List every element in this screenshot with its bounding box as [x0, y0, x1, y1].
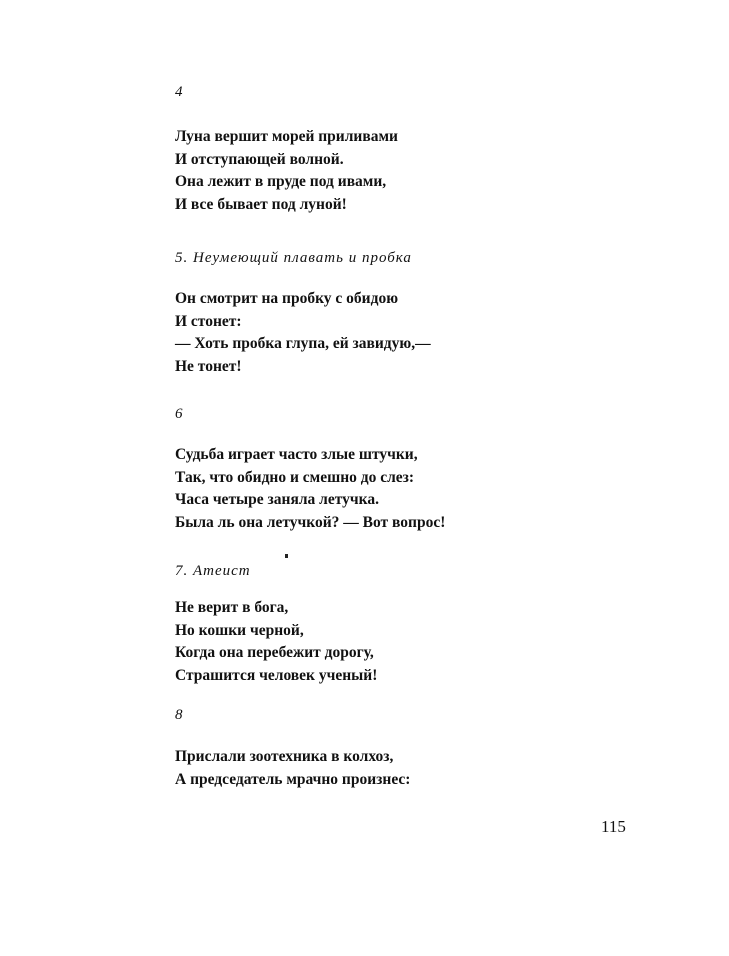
stanza-line: Не тонет!: [175, 357, 242, 375]
stanza-line: Он смотрит на пробку с обидою: [175, 290, 399, 307]
stanza-line: Не верит в бога,: [175, 599, 289, 616]
stanza-line: Луна вершит морей приливами: [175, 128, 398, 145]
stanza-5: [175, 288, 535, 378]
section-heading-7: 7. Атеист: [175, 563, 251, 579]
section-heading-6: 6: [175, 406, 184, 422]
stanza-line: Когда она перебежит дорогу,: [175, 644, 374, 661]
section-heading-5: 5. Неумеющий плавать и пробка: [175, 250, 412, 266]
stanza-line: А председатель мрачно произнес:: [175, 770, 411, 788]
stanza-6: [175, 444, 535, 534]
stanza-line: Прислали зоотехника в колхоз,: [175, 748, 394, 765]
stanza-7: [175, 597, 535, 687]
stanza-line: И все бывает под луной!: [175, 195, 347, 213]
stanza-4: [175, 126, 535, 216]
stanza-line: И стонет:: [175, 312, 242, 330]
print-speck: [285, 554, 288, 558]
stanza-line: Страшится человек ученый!: [175, 666, 378, 684]
stanza-line: Часа четыре заняла летучка.: [175, 491, 379, 508]
stanza-line: Была ль она летучкой? — Вот вопрос!: [175, 513, 446, 531]
stanza-line: — Хоть пробка глупа, ей завидую,—: [175, 335, 431, 352]
stanza-8: [175, 746, 535, 791]
stanza-line: Так, что обидно и смешно до слез:: [175, 468, 415, 486]
section-heading-8: 8: [175, 707, 184, 723]
stanza-line: И отступающей волной.: [175, 150, 344, 168]
page-number: 115: [601, 817, 626, 836]
stanza-line: Она лежит в пруде под ивами,: [175, 173, 387, 190]
stanza-line: Судьба играет часто злые штучки,: [175, 446, 418, 463]
stanza-line: Но кошки черной,: [175, 621, 304, 639]
section-heading-4: 4: [175, 84, 184, 100]
